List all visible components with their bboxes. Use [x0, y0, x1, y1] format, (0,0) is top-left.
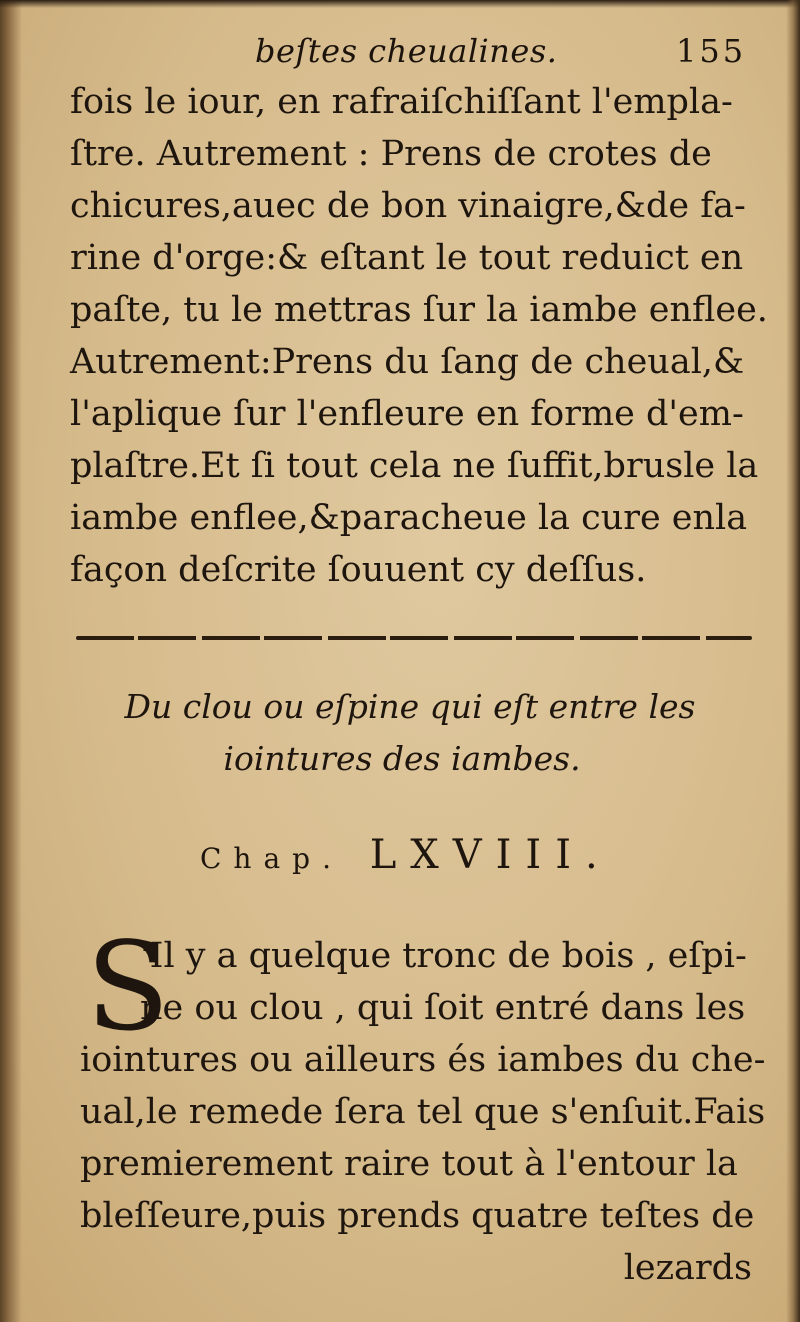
- text-line: l'aplique ſur l'enfleure en forme d'em-: [70, 394, 744, 434]
- paragraph-1: [70, 76, 770, 596]
- chapter-title-line-1: Du clou ou eſpine qui eſt entre les: [124, 687, 696, 726]
- text-line: iambe enflee,&paracheue la cure enla: [70, 498, 748, 538]
- text-line: bleſſeure,puis prends quatre teſtes de: [80, 1196, 755, 1236]
- page-header: [0, 28, 800, 78]
- text-line: fois le iour, en rafraiſchiſſant l'empla-: [70, 82, 733, 122]
- drop-cap: S: [86, 916, 170, 1058]
- text-line: ſtre. Autrement : Prens de crotes de: [70, 134, 712, 174]
- text-line: iointures ou ailleurs és iambes du che-: [80, 1040, 766, 1080]
- paragraph-2: [80, 930, 780, 1294]
- text-line: rine d'orge:& eſtant le tout reduict en: [70, 238, 744, 278]
- text-line: premierement raire tout à l'entour la: [80, 1144, 738, 1184]
- chapter-number: LXVIII.: [369, 832, 612, 878]
- text-line: plaſtre.Et ſi tout cela ne ſuffit,brusle la: [70, 446, 759, 486]
- running-head: beſtes cheualines.: [255, 32, 558, 70]
- chapter-title-line-2: iointures des iambes.: [223, 739, 581, 778]
- text-line: Autrement:Prens du ſang de cheual,&: [70, 342, 745, 382]
- text-line: façon deſcrite ſouuent cy deſſus.: [70, 550, 647, 590]
- section-divider-rule: [76, 636, 752, 640]
- chapter-heading: [200, 832, 612, 878]
- chapter-label: Chap.: [200, 842, 343, 875]
- text-line: ual,le remede ſera tel que s'enſuit.Fais: [80, 1092, 766, 1132]
- text-line: ne ou clou , qui ſoit entré dans les: [140, 988, 746, 1028]
- text-line: 'Il y a quelque tronc de bois , eſpi-: [140, 936, 747, 976]
- text-line: paſte, tu le mettras ſur la iambe enflee.: [70, 290, 768, 330]
- text-line: chicures,auec de bon vinaigre,&de fa-: [70, 186, 746, 226]
- catchword: lezards: [623, 1248, 752, 1288]
- page-number: 155: [676, 32, 747, 70]
- page-top-edge: [0, 0, 800, 8]
